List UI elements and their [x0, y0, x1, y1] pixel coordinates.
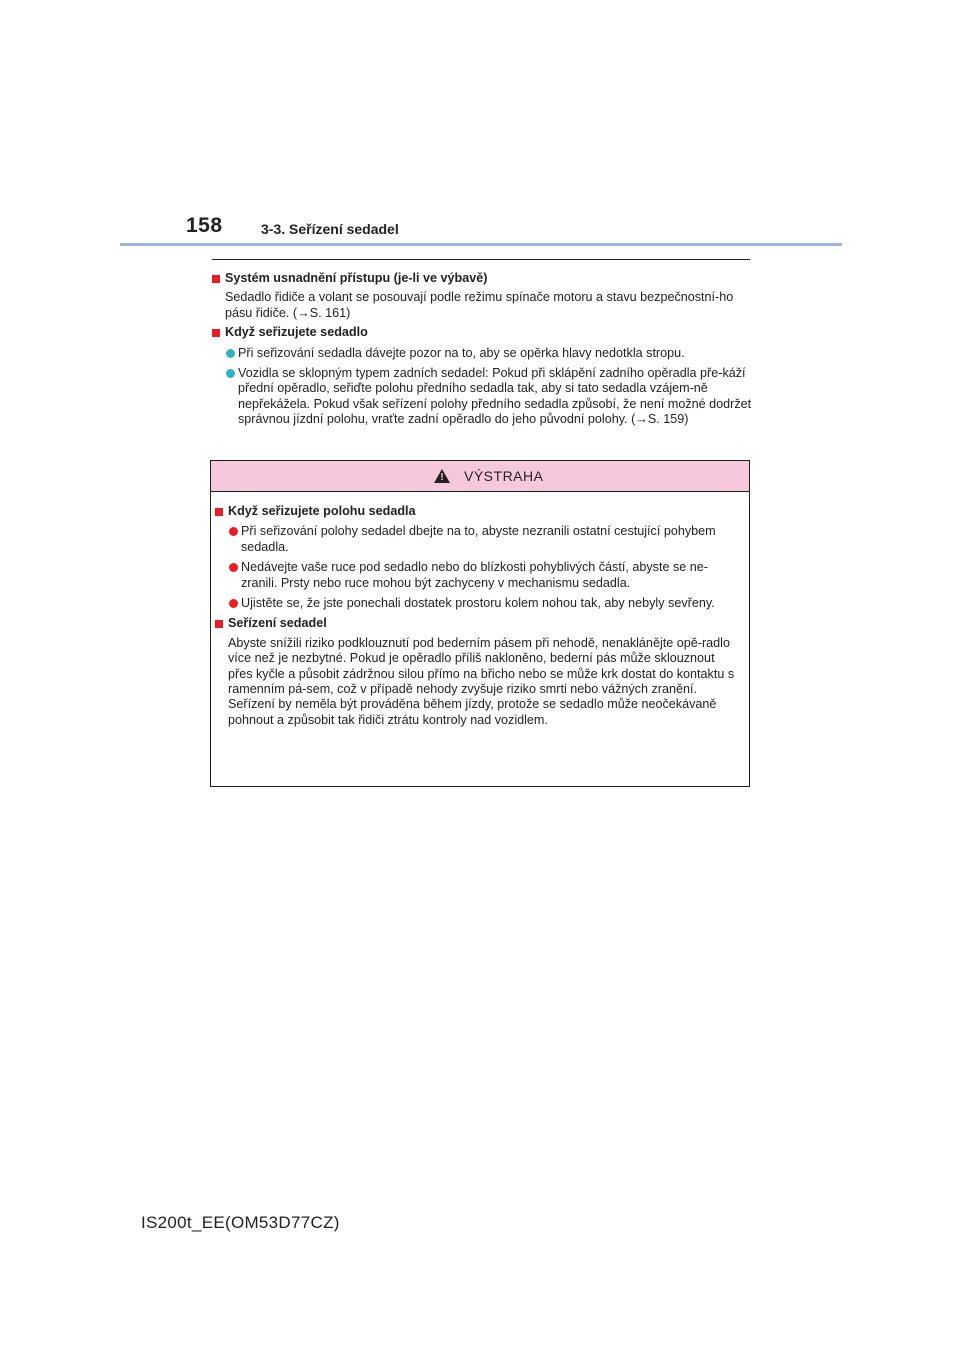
square-bullet-icon	[215, 508, 223, 516]
section-title: 3-3. Seřízení sedadel	[261, 221, 399, 237]
warning-header	[211, 461, 749, 492]
section-heading-access-system: Systém usnadnění přístupu (je-li ve výbavě)	[212, 271, 752, 286]
access-system-paragraph: Sedadlo řidiče a volant se posouvají podle režimu spínače motoru a stavu bezpečnostní-ho pásu řidiče. (→S. 161)	[225, 290, 734, 320]
list-item: Při seřizování polohy sedadel dbejte na to, abyste nezranili ostatní cestující pohybem sedadla.	[215, 524, 741, 555]
square-bullet-icon	[215, 620, 223, 628]
list-item: Nedávejte vaše ruce pod sedadlo nebo do blízkosti pohyblivých částí, abyste se ne-zranili. Prsty nebo ruce mohou být zachyceny v mechanismu sedadla.	[215, 560, 741, 591]
content-top-rule	[212, 259, 750, 260]
circle-bullet-icon	[226, 349, 235, 358]
section-heading-adjusting-seat: Když seřizujete sedadlo	[212, 325, 752, 340]
warning-heading-seat-adjustment: Seřízení sedadel	[215, 616, 741, 631]
warning-heading-seat-position: Když seřizujete polohu sedadla	[215, 504, 741, 519]
circle-bullet-icon	[229, 563, 238, 572]
main-content	[212, 267, 752, 428]
list-item: Ujistěte se, že jste ponechali dostatek prostoru kolem nohou tak, aby nebyly sevřeny.	[215, 596, 741, 611]
warning-box	[210, 460, 750, 787]
circle-bullet-icon	[229, 599, 238, 608]
circle-bullet-icon	[226, 369, 235, 378]
header-rule	[120, 243, 842, 246]
list-item: Při seřizování sedadla dávejte pozor na to, aby se opěrka hlavy nedotkla stropu.	[212, 346, 752, 361]
square-bullet-icon	[212, 329, 220, 337]
exclamation-icon: !	[440, 472, 444, 483]
warning-seat-adjustment-paragraph: Abyste snížili riziko podklouznutí pod bederním pásem při nehodě, nenaklánějte opě-radlo více než je nezbytné. Pokud je opěradlo příliš nakloněno, bederní pás může sklouznout přes kyčle a působit zádržnou silou přímo na břicho nebo se může krk dostat do kontaktu s ramenním pá-sem, což v případě nehody zvyšuje riziko smrti nebo vážných zranění. Seřízení by neměla být prováděna během jízdy, protože se sedadlo může neočekávaně pohnout a způsobit tak řidiči ztrátu kontroly nad vozidlem.	[228, 635, 735, 727]
page-number: 158	[186, 214, 223, 237]
warning-label: VÝSTRAHA	[464, 468, 544, 484]
list-item: Vozidla se sklopným typem zadních sedadel: Pokud při sklápění zadního opěradla pře-káží přední opěradlo, seřiďte polohu předního sedadla tak, aby si tato sedadla vzájem-ně nepřekážela. Pokud však seřízení polohy předního sedadla způsobí, že není možné dodržet správnou jízdní polohu, vraťte zadní opěradlo do jeho původní polohy. (→S. 159)	[212, 366, 752, 428]
document-code: IS200t_EE(OM53D77CZ)	[141, 1213, 340, 1232]
warning-body	[211, 492, 749, 728]
circle-bullet-icon	[229, 527, 238, 536]
square-bullet-icon	[212, 275, 220, 283]
